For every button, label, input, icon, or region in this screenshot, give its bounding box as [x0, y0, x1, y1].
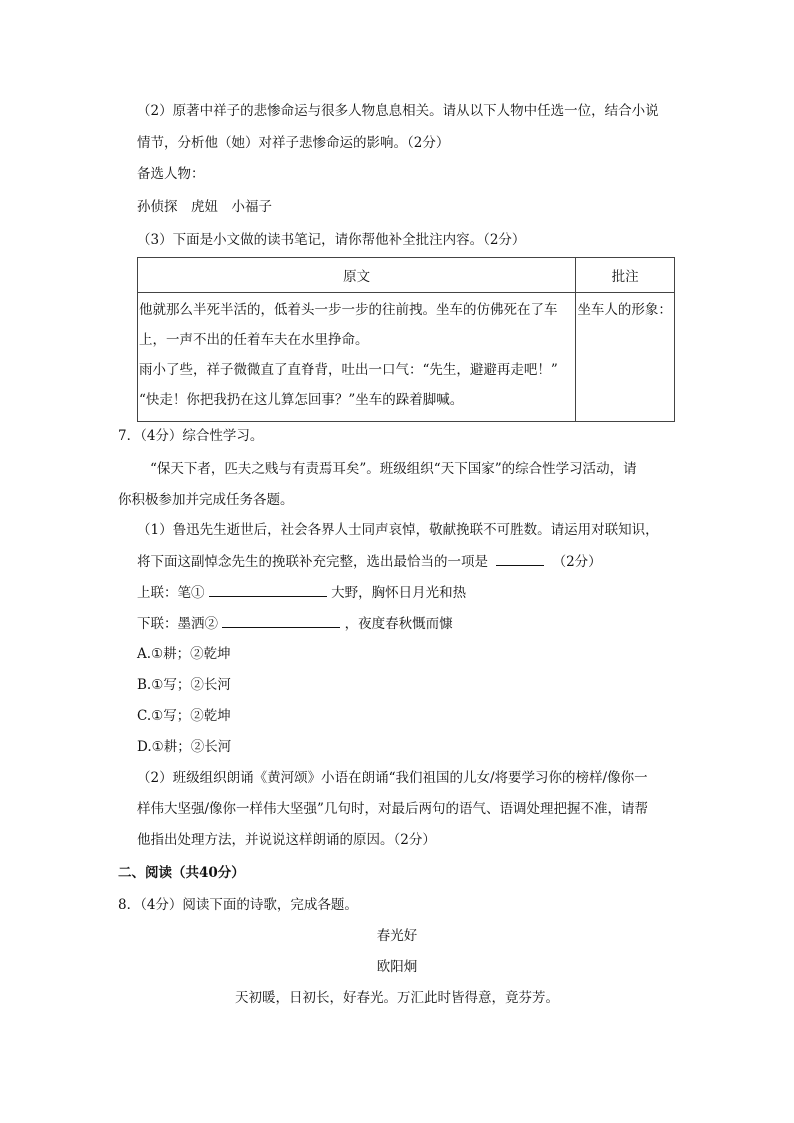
- q6-3-intro: （3）下面是小文做的读书笔记，请你帮他补全批注内容。（2分）: [137, 232, 526, 248]
- original-line: 雨小了些，祥子微微直了直脊背，吐出一口气：“先生，避避再走吧！”: [139, 362, 558, 378]
- option-b[interactable]: B.①写；②长河: [137, 677, 231, 693]
- upper-couplet: [137, 582, 466, 603]
- q7-title: 7．（4分）综合性学习。: [118, 428, 264, 444]
- lower-couplet-suffix: ，夜度春秋慨而慷: [344, 616, 453, 632]
- upper-couplet-prefix: 上联：笔①: [137, 585, 205, 601]
- upper-couplet-suffix: 大野，胸怀日月光和热: [331, 585, 467, 601]
- section-heading: 二、阅读（共40分）: [118, 865, 245, 881]
- q7-1-score: （2分）: [552, 554, 602, 570]
- poem-line: 天初暖，日初长，好春光。万汇此时皆得意，竟芬芳。: [235, 990, 559, 1006]
- lower-couplet-prefix: 下联：墨洒②: [137, 616, 218, 632]
- original-text-cell: [138, 293, 576, 422]
- poem-author: 欧阳炯: [376, 959, 418, 975]
- q7-2-line3: 他指出处理方法，并说说这样朗诵的原因。（2分）: [137, 832, 436, 848]
- lower-couplet: [137, 613, 453, 634]
- q7-1-line2: [137, 551, 602, 572]
- option-a[interactable]: A.①耕；②乾坤: [137, 646, 231, 662]
- q6-2-line1: （2）原著中祥子的悲惨命运与很多人物息息相关。请从以下人物中任选一位，结合小说: [137, 103, 659, 119]
- candidates-label: 备选人物：: [137, 166, 205, 182]
- note-prompt: 坐车人的形象：: [577, 302, 672, 318]
- table-header-original: 原文: [138, 258, 576, 293]
- q7-1-line1: （1）鲁迅先生逝世后，社会各界人士同声哀悼，敬献挽联不可胜数。请运用对联知识，: [137, 522, 659, 538]
- note-cell[interactable]: [576, 293, 675, 422]
- candidates-list: 孙侦探 虎妞 小福子: [137, 199, 272, 215]
- answer-blank[interactable]: [496, 551, 544, 566]
- option-d[interactable]: D.①耕；②长河: [137, 739, 232, 755]
- original-line: 上，一声不出的任着车夫在水里挣命。: [139, 332, 369, 348]
- q7-intro-line2: 你积极参加并完成任务各题。: [118, 492, 294, 508]
- q8-title: 8．（4分）阅读下面的诗歌，完成各题。: [118, 897, 358, 913]
- q7-1-line2-text: 将下面这副悼念先生的挽联补充完整，选出最恰当的一项是: [137, 554, 488, 570]
- original-line: “快走！你把我扔在这儿算怎回事？”坐车的跺着脚喊。: [139, 392, 464, 408]
- original-line: 他就那么半死半活的，低着头一步一步的往前拽。坐车的仿佛死在了车: [139, 302, 558, 318]
- reading-notes-table: [137, 257, 675, 422]
- q7-intro-line1: “保天下者，匹夫之贱与有责焉耳矣”。班级组织“天下国家”的综合性学习活动，请: [150, 461, 637, 477]
- upper-couplet-blank[interactable]: [209, 582, 327, 597]
- option-c[interactable]: C.①写；②乾坤: [137, 708, 231, 724]
- q7-2-line2: 样伟大坚强/像你一样伟大坚强”几句时，对最后两句的语气、语调处理把握不准，请帮: [137, 801, 648, 817]
- table-header-note: 批注: [576, 258, 675, 293]
- lower-couplet-blank[interactable]: [222, 613, 340, 628]
- q7-2-line1: （2）班级组织朗诵《黄河颂》小语在朗诵“我们祖国的儿女/将要学习你的榜样/像你一: [137, 770, 648, 786]
- q6-2-line2: 情节，分析他（她）对祥子悲惨命运的影响。（2分）: [137, 135, 450, 151]
- poem-title: 春光好: [376, 928, 418, 944]
